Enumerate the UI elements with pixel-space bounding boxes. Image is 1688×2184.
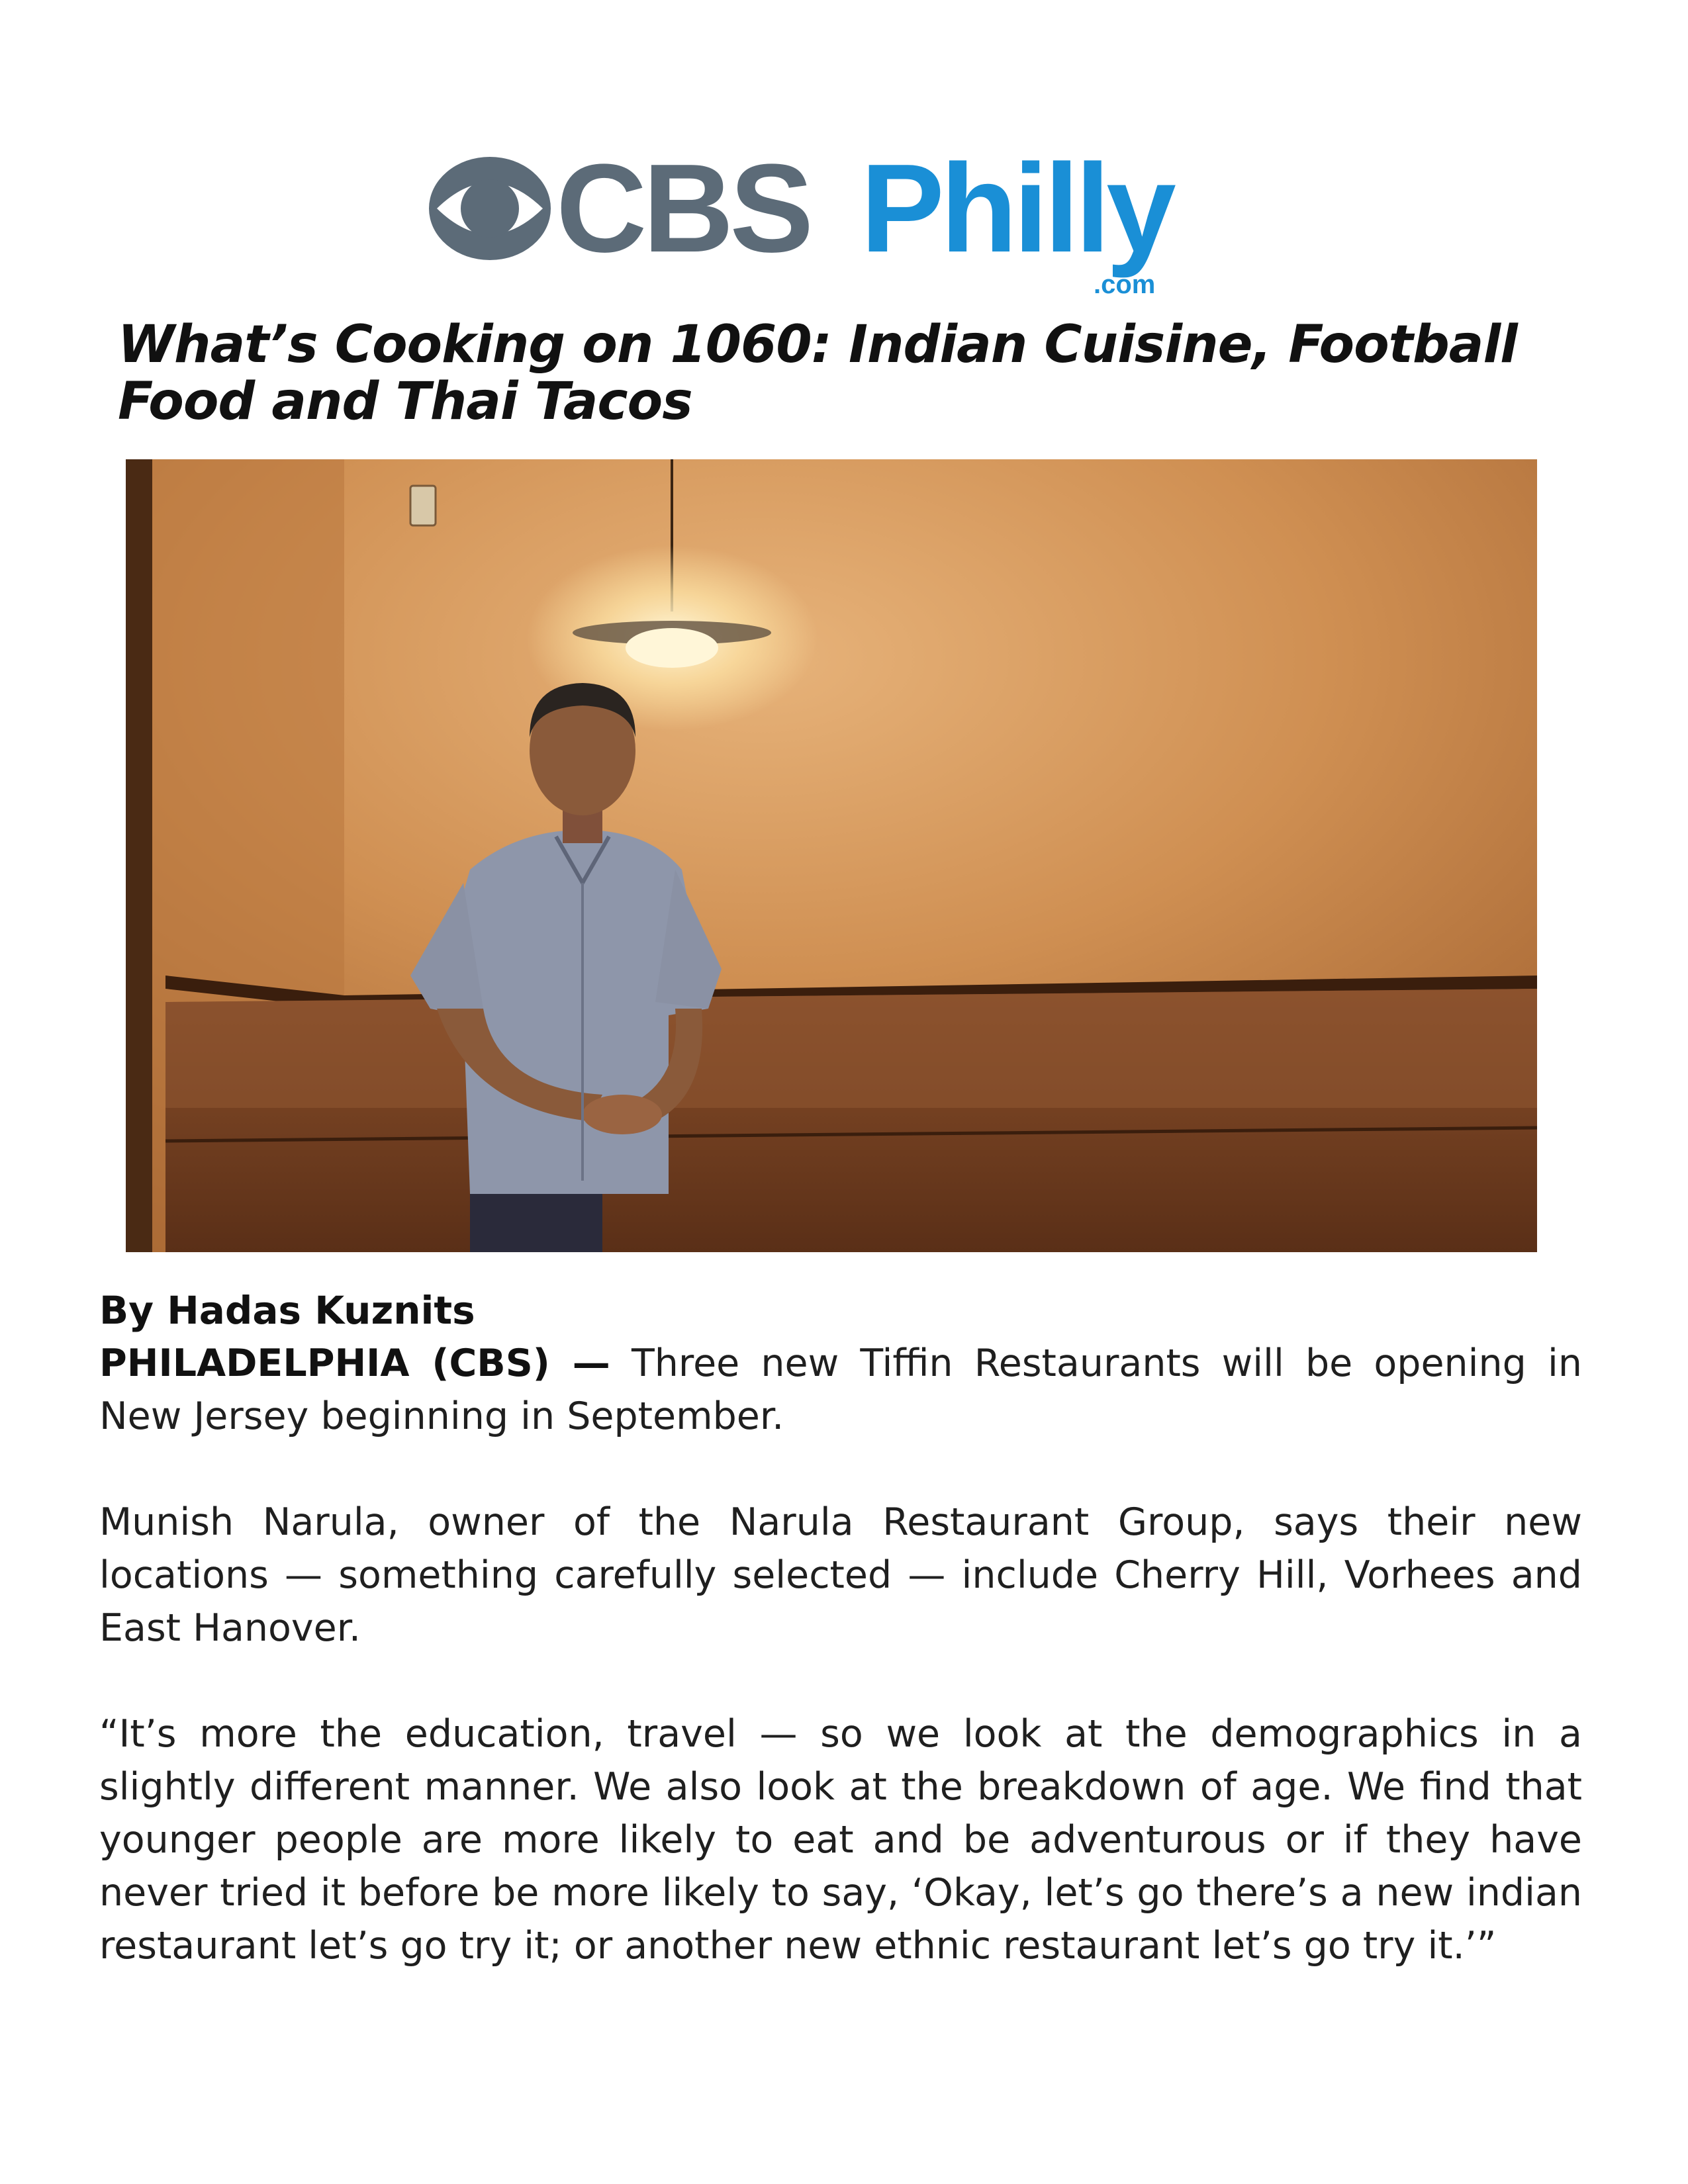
- paragraph-1: [99, 1337, 1582, 1443]
- dateline: PHILADELPHIA (CBS) —: [99, 1342, 610, 1385]
- article-headline: What’s Cooking on 1060: Indian Cuisine, Football Food and Thai Tacos: [118, 315, 1517, 432]
- paragraph-3: “It’s more the education, travel — so we look at the demographics in a slightly different manner. We also look at the breakdown of age. We find that younger people are more likely to eat and be adventurous or if they have never tried it before be more likely to say, ‘Okay, let’s go there’s a new indian restaurant let’s go try it; or another new ethnic restaurant let’s go try it.’”: [99, 1712, 1582, 1968]
- article-body: [99, 1284, 1582, 2025]
- cbs-philly-logo: [424, 142, 1258, 308]
- paragraph-1-text: Three new Tiffin Restaurants will be opening in New Jersey beginning in September.: [99, 1342, 1582, 1438]
- logo-city: Philly: [861, 142, 1172, 279]
- wall-outlet: [410, 486, 436, 525]
- article-photo: [126, 459, 1537, 1252]
- cbs-eye-icon: [429, 157, 551, 260]
- logo-suffix: .com: [1094, 270, 1156, 299]
- byline: By Hadas Kuznits: [99, 1288, 475, 1333]
- paragraph-2: Munish Narula, owner of the Narula Restaurant Group, says their new locations — something carefully selected — include Cherry Hill, Vorhees and East Hanover.: [99, 1500, 1582, 1650]
- logo-brand: CBS: [556, 142, 810, 279]
